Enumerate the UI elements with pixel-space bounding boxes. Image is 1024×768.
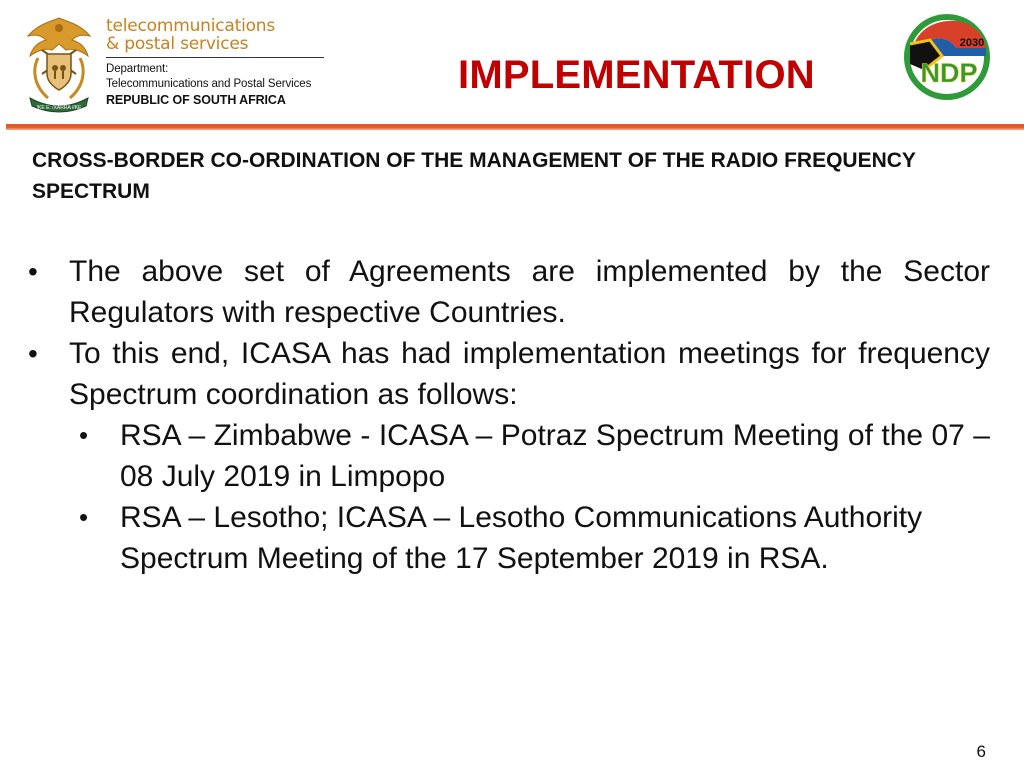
sub-bullet-text: RSA – Lesotho; ICASA – Lesotho Communications Authority Spectrum Meeting of the 17 September 2019 in RSA. — [120, 501, 923, 575]
ndp-text: NDP — [920, 58, 978, 88]
sub-bullet-marker: • — [79, 502, 89, 532]
brand-line-1: telecommunications — [106, 16, 276, 36]
slide-title: IMPLEMENTATION — [458, 53, 815, 97]
page-number: 6 — [976, 742, 986, 761]
department-block — [106, 17, 336, 108]
ndp-year: 2030 — [959, 37, 985, 49]
country-name: REPUBLIC OF SOUTH AFRICA — [106, 93, 286, 107]
slide-content — [28, 251, 990, 579]
bullet-text: The above set of Agreements are implemented by the Sector Regulators with respective Countries. — [69, 255, 990, 329]
bullet-item — [28, 333, 990, 415]
sub-bullet-marker: • — [79, 420, 89, 450]
bullet-marker: • — [28, 338, 38, 369]
sub-bullet-item — [28, 497, 990, 579]
bullet-marker: • — [28, 256, 38, 287]
ndp-2030-logo — [902, 14, 992, 100]
brand-divider — [106, 57, 324, 58]
coat-of-arms-motto: !KE E: /XARRA //KE — [36, 105, 82, 111]
brand-line-2: & postal services — [106, 34, 249, 54]
slide-subtitle: CROSS-BORDER CO-ORDINATION OF THE MANAGEMENT OF THE RADIO FREQUENCY SPECTRUM — [32, 149, 916, 203]
sub-bullet-item — [28, 415, 990, 497]
coat-of-arms-logo — [20, 14, 98, 114]
header-divider-bar — [6, 124, 1024, 130]
department-name: Telecommunications and Postal Services — [106, 78, 312, 90]
department-label: Department: — [106, 63, 169, 75]
sub-bullet-text: RSA – Zimbabwe - ICASA – Potraz Spectrum Meeting of the 07 – 08 July 2019 in Limpopo — [120, 419, 990, 493]
bullet-item — [28, 251, 990, 333]
bullet-text: To this end, ICASA has had implementation meetings for frequency Spectrum coordination as follows: — [69, 337, 990, 411]
